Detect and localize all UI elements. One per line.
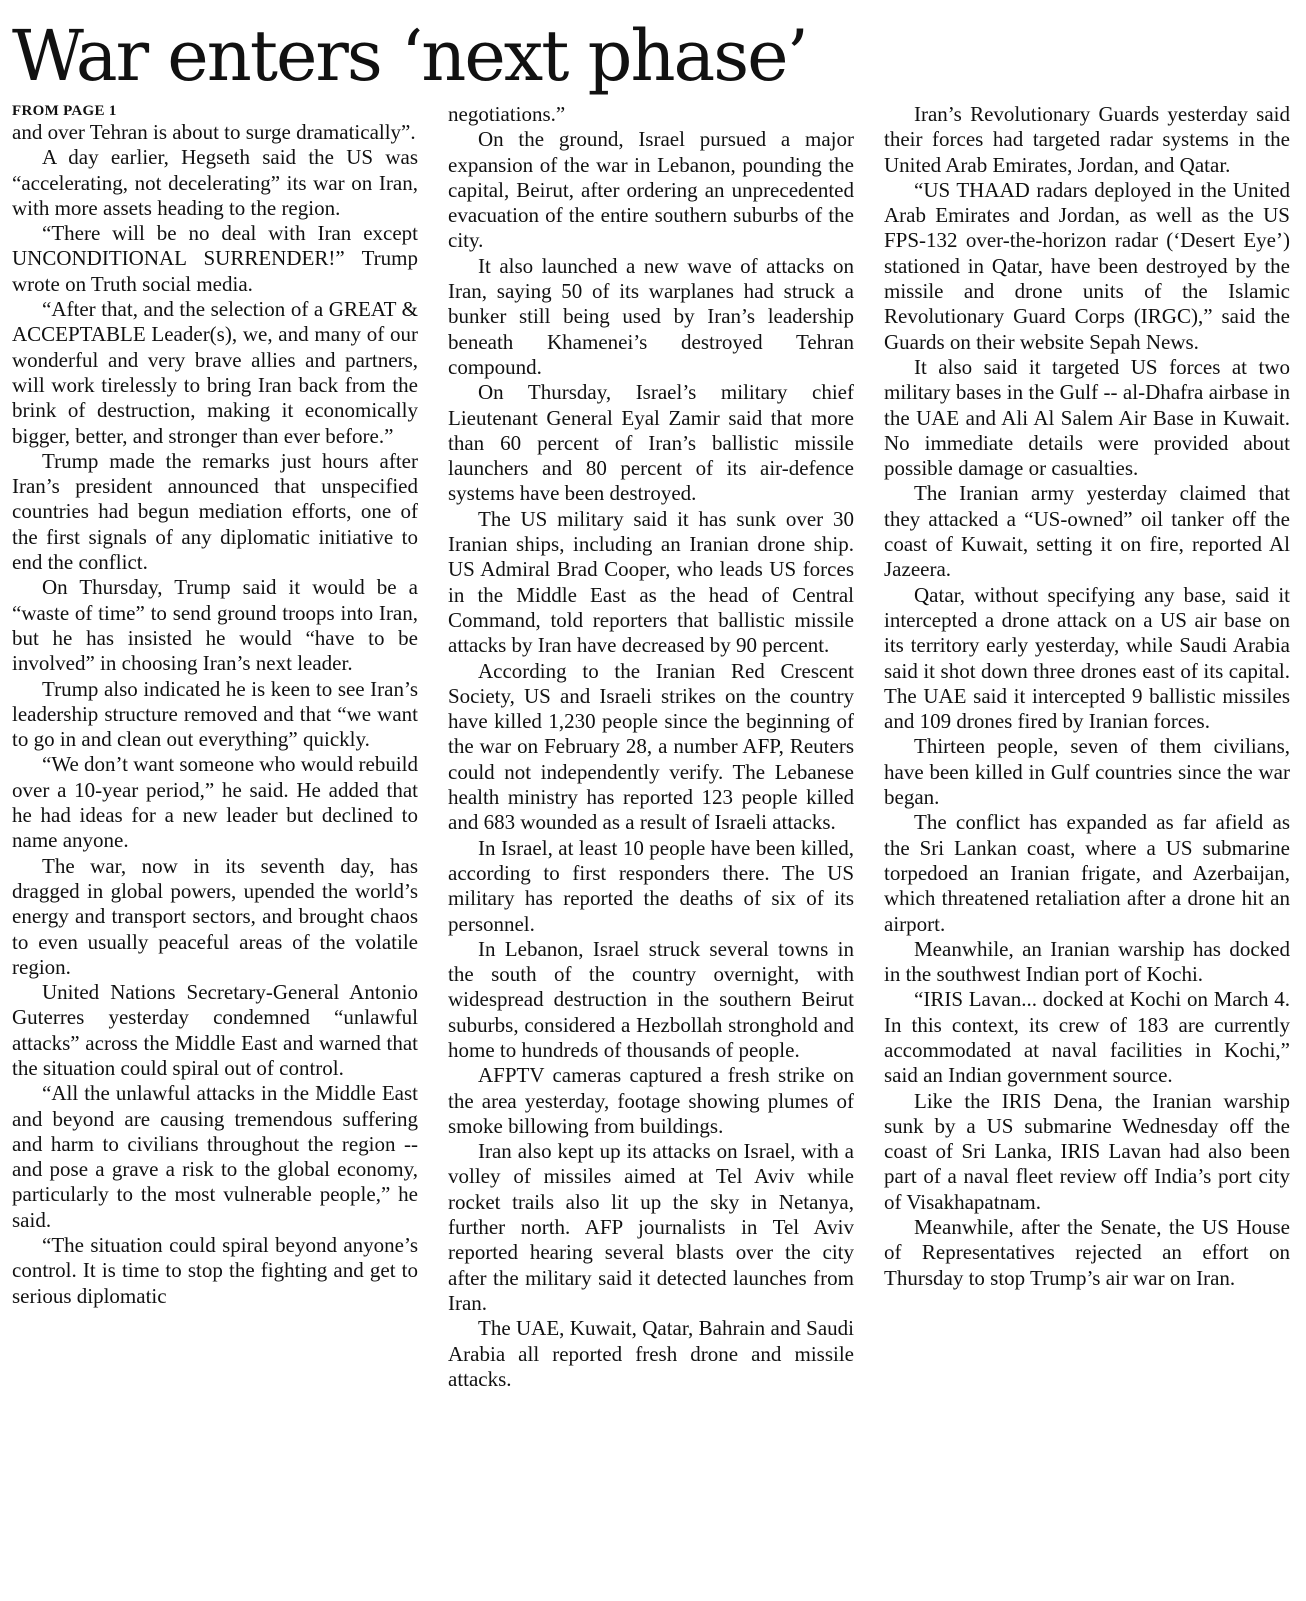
paragraph: “The situation could spiral beyond anyone’s control. It is time to stop the fighting and get to serious diplomatic [12, 1233, 418, 1308]
column-1 [12, 102, 418, 1582]
paragraph: “All the unlawful attacks in the Middle East and beyond are causing tremendous suffering and harm to civilians throughout the region -- and pose a grave a risk to the global economy, particularly to the most vulnerable people,” he said. [12, 1081, 418, 1232]
paragraph: The UAE, Kuwait, Qatar, Bahrain and Saudi Arabia all reported fresh drone and missile attacks. [448, 1316, 854, 1391]
article-columns [12, 102, 1290, 1582]
paragraph: A day earlier, Hegseth said the US was “accelerating, not decelerating” its war on Iran, with more assets heading to the region. [12, 145, 418, 220]
paragraph: Iran’s Revolutionary Guards yesterday said their forces had targeted radar systems in the United Arab Emirates, Jordan, and Qatar. [884, 102, 1290, 177]
paragraph: It also said it targeted US forces at two military bases in the Gulf -- al-Dhafra airbase in the UAE and Ali Al Salem Air Base in Kuwait. No immediate details were provided about possible damage or casualties. [884, 354, 1290, 481]
paragraph: It also launched a new wave of attacks on Iran, saying 50 of its warplanes had struck a bunker still being used by Iran’s leadership beneath Khamenei’s destroyed Tehran compound. [448, 253, 854, 379]
paragraph: negotiations.” [448, 102, 566, 126]
paragraph: Meanwhile, after the Senate, the US House of Representatives rejected an effort on Thursday to stop Trump’s air war on Iran. [884, 1215, 1290, 1290]
paragraph: Iran also kept up its attacks on Israel, with a volley of missiles aimed at Tel Aviv while rocket trails also lit up the sky in Netanya, further north. AFP journalists in Tel Aviv reported hearing several blasts over the city after the military said it detected launches from Iran. [448, 1139, 854, 1315]
paragraph: Trump made the remarks just hours after Iran’s president announced that unspecified countries had begun mediation efforts, one of the first signals of any diplomatic initiative to end the conflict. [12, 448, 418, 575]
paragraph: The US military said it has sunk over 30 Iranian ships, including an Iranian drone ship. US Admiral Brad Cooper, who leads US forces in the Middle East as the head of Central Command, told reporters that ballistic missile attacks by Iran have decreased by 90 percent. [448, 506, 854, 658]
paragraph: Qatar, without specifying any base, said it intercepted a drone attack on a US air base on its territory early yesterday, while Saudi Arabia said it shot down three drones east of its capital. The UAE said it intercepted 9 ballistic missiles and 109 drones fired by Iranian forces. [884, 582, 1290, 734]
paragraph: The war, now in its seventh day, has dragged in global powers, upended the world’s energy and transport sectors, and brought chaos to even usually peaceful areas of the volatile region. [12, 853, 418, 979]
paragraph: “After that, and the selection of a GREAT & ACCEPTABLE Leader(s), we, and many of our wonderful and very brave allies and partners, will work tirelessly to bring Iran back from the brink of destruction, making it economically bigger, better, and stronger than ever before.” [12, 297, 418, 448]
paragraph: On Thursday, Israel’s military chief Lieutenant General Eyal Zamir said that more than 60 percent of Iran’s ballistic missile launchers and 80 percent of its air-defence systems have been destroyed. [448, 380, 854, 506]
paragraph: “IRIS Lavan... docked at Kochi on March 4. In this context, its crew of 183 are currently accommodated at naval facilities in Kochi,” said an Indian government source. [884, 987, 1290, 1088]
paragraph: In Lebanon, Israel struck several towns in the south of the country overnight, with widespread destruction in the southern Beirut suburbs, considered a Hezbollah stronghold and home to hundreds of thousands of people. [448, 936, 854, 1062]
paragraph: Thirteen people, seven of them civilians, have been killed in Gulf countries since the war began. [884, 734, 1290, 810]
paragraph: United Nations Secretary-General Antonio Guterres yesterday condemned “unlawful attacks” across the Middle East and warned that the situation could spiral out of control. [12, 980, 418, 1080]
headline: War enters ‘next phase’ [12, 15, 807, 97]
paragraph: AFPTV cameras captured a fresh strike on the area yesterday, footage showing plumes of smoke billowing from buildings. [448, 1063, 854, 1138]
paragraph: “We don’t want someone who would rebuild over a 10-year period,” he said. He added that he had ideas for a new leader but declined to name anyone. [12, 752, 418, 853]
paragraph: and over Tehran is about to surge dramatically”. [12, 120, 416, 144]
paragraph: The conflict has expanded as far afield as the Sri Lankan coast, where a US submarine torpedoed an Iranian frigate, and Azerbaijan, which threatened retaliation after a drone hit an airport. [884, 810, 1290, 936]
paragraph: In Israel, at least 10 people have been killed, according to first responders there. The US military has reported the deaths of six of its personnel. [448, 835, 854, 936]
paragraph: Meanwhile, an Iranian warship has docked in the southwest Indian port of Kochi. [884, 936, 1290, 987]
kicker: FROM PAGE 1 [12, 103, 117, 119]
paragraph: “US THAAD radars deployed in the United Arab Emirates and Jordan, as well as the US FPS-132 over-the-horizon radar (‘Desert Eye’) stationed in Qatar, have been destroyed by the missile and drone units of the Islamic Revolutionary Guard Corps (IRGC),” said the Guards on their website Sepah News. [884, 177, 1290, 354]
paragraph: On Thursday, Trump said it would be a “waste of time” to send ground troops into Iran, but he has insisted he would “have to be involved” in choosing Iran’s next leader. [12, 575, 418, 676]
paragraph: On the ground, Israel pursued a major expansion of the war in Lebanon, pounding the capital, Beirut, after ordering an unprecedented evacuation of the entire southern suburbs of the city. [448, 127, 854, 253]
paragraph: According to the Iranian Red Crescent Society, US and Israeli strikes on the country have killed 1,230 people since the beginning of the war on February 28, a number AFP, Reuters could not independently verify. The Lebanese health ministry has reported 123 people killed and 683 wounded as a result of Israeli attacks. [448, 658, 854, 835]
paragraph: Like the IRIS Dena, the Iranian warship sunk by a US submarine Wednesday off the coast of Sri Lanka, IRIS Lavan had also been part of a naval fleet review off India’s port city of Visakhapatnam. [884, 1088, 1290, 1214]
paragraph: “There will be no deal with Iran except UNCONDITIONAL SURRENDER!” Trump wrote on Truth social media. [12, 221, 418, 296]
column-2 [448, 102, 854, 1582]
paragraph: Trump also indicated he is keen to see Iran’s leadership structure removed and that “we want to go in and clean out everything” quickly. [12, 676, 418, 752]
column-3 [884, 102, 1290, 1582]
paragraph: The Iranian army yesterday claimed that they attacked a “US-owned” oil tanker off the coast of Kuwait, setting it on fire, reported Al Jazeera. [884, 481, 1290, 582]
